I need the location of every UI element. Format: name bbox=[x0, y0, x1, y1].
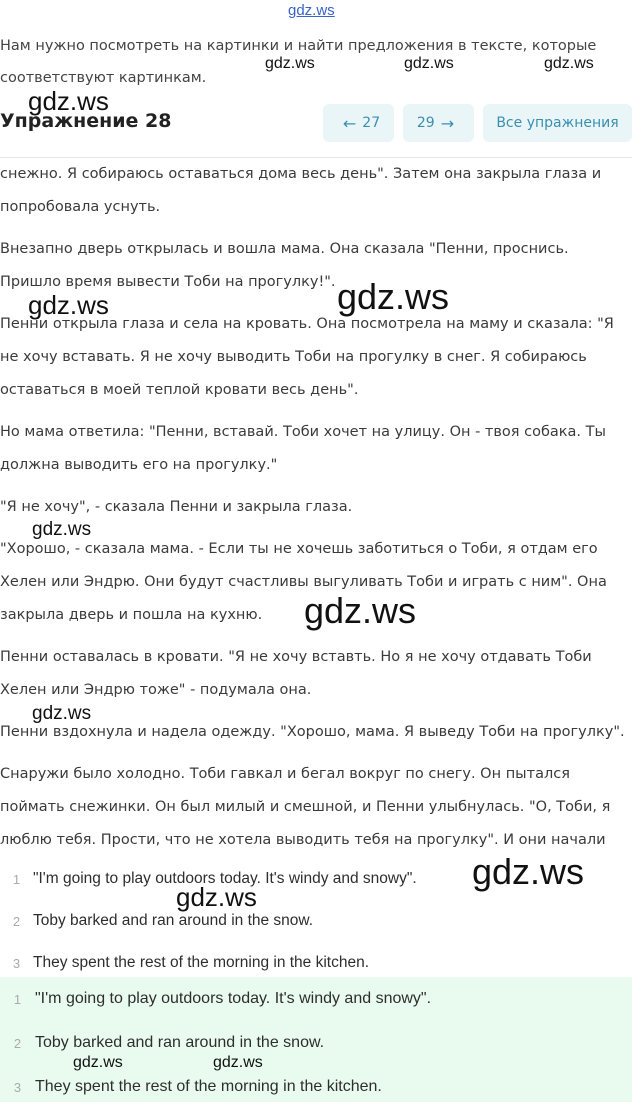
arrow-right-icon: → bbox=[440, 113, 455, 133]
answer-block bbox=[0, 977, 632, 1102]
next-exercise-number: 29 bbox=[416, 115, 435, 131]
item-number: 3 bbox=[13, 1079, 22, 1095]
watermark-link[interactable]: gdz.ws bbox=[288, 2, 335, 19]
item-number: 3 bbox=[12, 955, 21, 971]
story-paragraph: "Хорошо, - сказала мама. - Если ты не хочешь заботиться о Тоби, я отдам его Хелен или Эндрю. Они будут счастливы выгуливать Тоби и играть с ним". Она закрыла дверь и пошла на кухню. bbox=[0, 541, 607, 623]
watermark: gdz.ws bbox=[213, 1054, 263, 1071]
watermark: gdz.ws bbox=[544, 55, 594, 72]
story-paragraph: Пенни открыла глаза и села на кровать. Она посмотрела на маму и сказала: "Я не хочу вставать. Я не хочу выводить Тоби на прогулку в снег. Я собираюсь оставаться в моей теплой кровати весь день". bbox=[0, 316, 614, 398]
story-paragraph: "Я не хочу", - сказала Пенни и закрыла глаза. bbox=[0, 499, 353, 515]
story-paragraph: Внезапно дверь открылась и вошла мама. Она сказала "Пенни, проснись. Пришло время вывести Тоби на прогулку!". bbox=[0, 241, 569, 290]
all-exercises-button[interactable] bbox=[483, 104, 632, 142]
next-exercise-button[interactable] bbox=[403, 104, 474, 142]
watermark: gdz.ws bbox=[472, 851, 585, 892]
watermark: gdz.ws bbox=[337, 276, 450, 317]
watermark: gdz.ws bbox=[73, 1054, 123, 1071]
item-text: Toby barked and ran around in the snow. bbox=[33, 912, 314, 929]
watermark: gdz.ws bbox=[28, 290, 109, 320]
story-paragraph: Пенни вздохнула и надела одежду. "Хорошо, мама. Я выведу Тоби на прогулку". bbox=[0, 724, 625, 740]
watermark: gdz.ws bbox=[176, 882, 257, 912]
watermark: gdz.ws bbox=[304, 590, 417, 631]
story-paragraph: Но мама ответила: "Пенни, вставай. Тоби хочет на улицу. Он - твоя собака. Ты должна выводить его на прогулку." bbox=[0, 424, 606, 473]
story-paragraph: снежно. Я собираюсь оставаться дома весь день". Затем она закрыла глаза и попробовала уснуть. bbox=[0, 166, 602, 215]
item-text: "I'm going to play outdoors today. It's windy and snowy". bbox=[35, 990, 432, 1007]
story-paragraph: Снаружи было холодно. Тоби гавкал и бегал вокруг по снегу. Он пытался поймать снежинки. Он был милый и смешной, и Пенни улыбнулась. "О, Тоби, я люблю тебя. Прости, что не хотела выводить тебя на прогулку". И они начали bbox=[0, 766, 611, 848]
all-exercises-label: Все упражнения bbox=[496, 115, 619, 131]
item-text: They spent the rest of the morning in the kitchen. bbox=[35, 1078, 382, 1095]
prev-exercise-number: 27 bbox=[362, 115, 381, 131]
item-number: 2 bbox=[13, 1035, 22, 1051]
story-paragraph: Пенни оставалась в кровати. "Я не хочу вставть. Но я не хочу отдавать Тоби Хелен или Эндрю тоже" - подумала она. bbox=[0, 649, 592, 698]
list-item bbox=[0, 900, 632, 942]
exercise-title: Упражнение 28 bbox=[0, 110, 172, 132]
story-text bbox=[0, 158, 632, 857]
arrow-left-icon: ← bbox=[342, 113, 357, 133]
item-number: 1 bbox=[13, 991, 22, 1007]
item-number: 1 bbox=[12, 871, 21, 887]
prev-exercise-button[interactable] bbox=[323, 104, 394, 142]
item-text: Toby barked and ran around in the snow. bbox=[35, 1034, 325, 1051]
item-text: "I'm going to play outdoors today. It's windy and snowy". bbox=[33, 870, 417, 887]
watermark: gdz.ws bbox=[28, 86, 109, 116]
watermark: gdz.ws bbox=[32, 703, 92, 724]
watermark: gdz.ws bbox=[265, 55, 315, 72]
item-text: They spent the rest of the morning in the kitchen. bbox=[33, 954, 370, 971]
watermark: gdz.ws bbox=[32, 519, 92, 540]
answer-item bbox=[0, 977, 632, 1021]
item-number: 2 bbox=[12, 913, 21, 929]
intro-text: Нам нужно посмотреть на картинки и найти предложения в тексте, которые соответствуют картинкам. bbox=[0, 38, 597, 86]
watermark: gdz.ws bbox=[404, 55, 454, 72]
